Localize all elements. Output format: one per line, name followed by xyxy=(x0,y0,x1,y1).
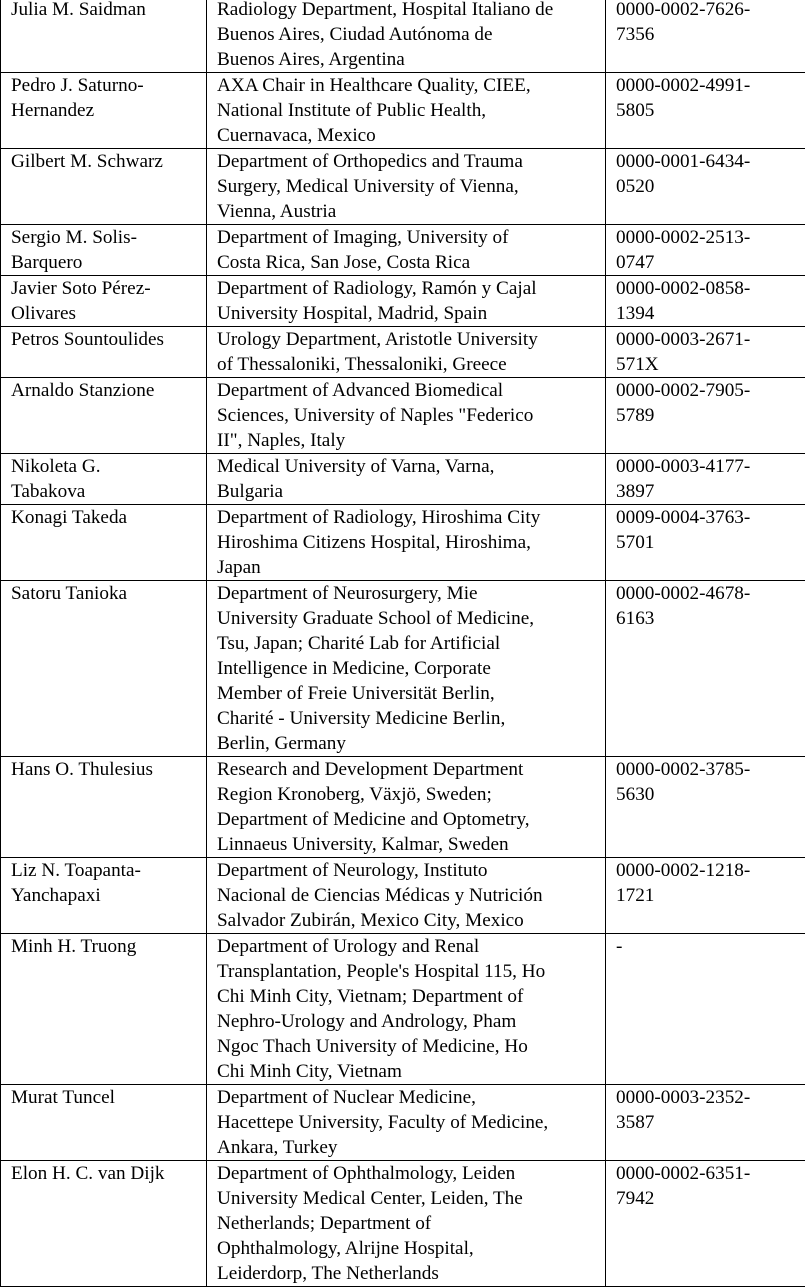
table-row xyxy=(1,378,805,454)
author-name-cell: Javier Soto Pérez- Olivares xyxy=(1,276,207,327)
author-name-cell: Elon H. C. van Dijk xyxy=(1,1161,207,1287)
table-row xyxy=(1,757,805,858)
affiliation-cell: Medical University of Varna, Varna, Bulgaria xyxy=(207,454,606,505)
table-row xyxy=(1,1085,805,1161)
affiliation-cell: AXA Chair in Healthcare Quality, CIEE, National Institute of Public Health, Cuernavaca, Mexico xyxy=(207,73,606,149)
author-name-cell: Konagi Takeda xyxy=(1,505,207,581)
orcid-cell: 0000-0003-4177- 3897 xyxy=(606,454,805,505)
orcid-cell: 0000-0003-2671- 571X xyxy=(606,327,805,378)
orcid-cell: 0000-0002-2513- 0747 xyxy=(606,225,805,276)
affiliation-cell: Department of Neurology, Instituto Nacional de Ciencias Médicas y Nutrición Salvador Zubirán, Mexico City, Mexico xyxy=(207,858,606,934)
affiliation-cell: Department of Urology and Renal Transplantation, People's Hospital 115, Ho Chi Minh City, Vietnam; Department of Nephro-Urology and Andrology, Pham Ngoc Thach University of Medicine, Ho Chi Minh City, Vietnam xyxy=(207,934,606,1085)
orcid-cell: - xyxy=(606,934,805,1085)
table-body xyxy=(1,0,805,1287)
table-row xyxy=(1,225,805,276)
author-name-cell: Arnaldo Stanzione xyxy=(1,378,207,454)
author-name-cell: Sergio M. Solis- Barquero xyxy=(1,225,207,276)
table-row xyxy=(1,505,805,581)
table-row xyxy=(1,581,805,757)
table-row xyxy=(1,276,805,327)
orcid-cell: 0000-0002-4991- 5805 xyxy=(606,73,805,149)
affiliation-cell: Department of Ophthalmology, Leiden University Medical Center, Leiden, The Netherlands; Department of Ophthalmology, Alrijne Hospital, Leiderdorp, The Netherlands xyxy=(207,1161,606,1287)
table-row xyxy=(1,149,805,225)
author-name-cell: Julia M. Saidman xyxy=(1,0,207,73)
author-name-cell: Nikoleta G. Tabakova xyxy=(1,454,207,505)
affiliation-cell: Department of Radiology, Ramón y Cajal University Hospital, Madrid, Spain xyxy=(207,276,606,327)
affiliation-cell: Department of Neurosurgery, Mie University Graduate School of Medicine, Tsu, Japan; Charité Lab for Artificial Intelligence in Medicine, Corporate Member of Freie Universität Berlin, Charité - University Medicine Berlin, Berlin, Germany xyxy=(207,581,606,757)
table-row xyxy=(1,327,805,378)
author-name-cell: Minh H. Truong xyxy=(1,934,207,1085)
orcid-cell: 0000-0002-3785- 5630 xyxy=(606,757,805,858)
author-name-cell: Hans O. Thulesius xyxy=(1,757,207,858)
orcid-cell: 0000-0002-7905- 5789 xyxy=(606,378,805,454)
affiliation-cell: Department of Nuclear Medicine, Hacettepe University, Faculty of Medicine, Ankara, Turkey xyxy=(207,1085,606,1161)
author-name-cell: Petros Sountoulides xyxy=(1,327,207,378)
table-row xyxy=(1,0,805,73)
author-name-cell: Satoru Tanioka xyxy=(1,581,207,757)
orcid-cell: 0009-0004-3763- 5701 xyxy=(606,505,805,581)
author-name-cell: Gilbert M. Schwarz xyxy=(1,149,207,225)
table-row xyxy=(1,454,805,505)
affiliation-cell: Department of Imaging, University of Costa Rica, San Jose, Costa Rica xyxy=(207,225,606,276)
affiliation-cell: Radiology Department, Hospital Italiano de Buenos Aires, Ciudad Autónoma de Buenos Aires, Argentina xyxy=(207,0,606,73)
orcid-cell: 0000-0001-6434- 0520 xyxy=(606,149,805,225)
orcid-cell: 0000-0002-6351- 7942 xyxy=(606,1161,805,1287)
table-row xyxy=(1,73,805,149)
affiliation-cell: Research and Development Department Region Kronoberg, Växjö, Sweden; Department of Medicine and Optometry, Linnaeus University, Kalmar, Sweden xyxy=(207,757,606,858)
table-row xyxy=(1,858,805,934)
orcid-cell: 0000-0002-4678- 6163 xyxy=(606,581,805,757)
orcid-cell: 0000-0002-0858- 1394 xyxy=(606,276,805,327)
affiliation-cell: Department of Orthopedics and Trauma Surgery, Medical University of Vienna, Vienna, Austria xyxy=(207,149,606,225)
table-row xyxy=(1,934,805,1085)
affiliation-cell: Urology Department, Aristotle University of Thessaloniki, Thessaloniki, Greece xyxy=(207,327,606,378)
orcid-cell: 0000-0002-7626- 7356 xyxy=(606,0,805,73)
orcid-cell: 0000-0003-2352- 3587 xyxy=(606,1085,805,1161)
author-name-cell: Liz N. Toapanta- Yanchapaxi xyxy=(1,858,207,934)
table-row xyxy=(1,1161,805,1287)
author-name-cell: Pedro J. Saturno- Hernandez xyxy=(1,73,207,149)
author-name-cell: Murat Tuncel xyxy=(1,1085,207,1161)
affiliation-cell: Department of Radiology, Hiroshima City Hiroshima Citizens Hospital, Hiroshima, Japan xyxy=(207,505,606,581)
affiliation-cell: Department of Advanced Biomedical Sciences, University of Naples "Federico II", Naples, Italy xyxy=(207,378,606,454)
orcid-cell: 0000-0002-1218- 1721 xyxy=(606,858,805,934)
